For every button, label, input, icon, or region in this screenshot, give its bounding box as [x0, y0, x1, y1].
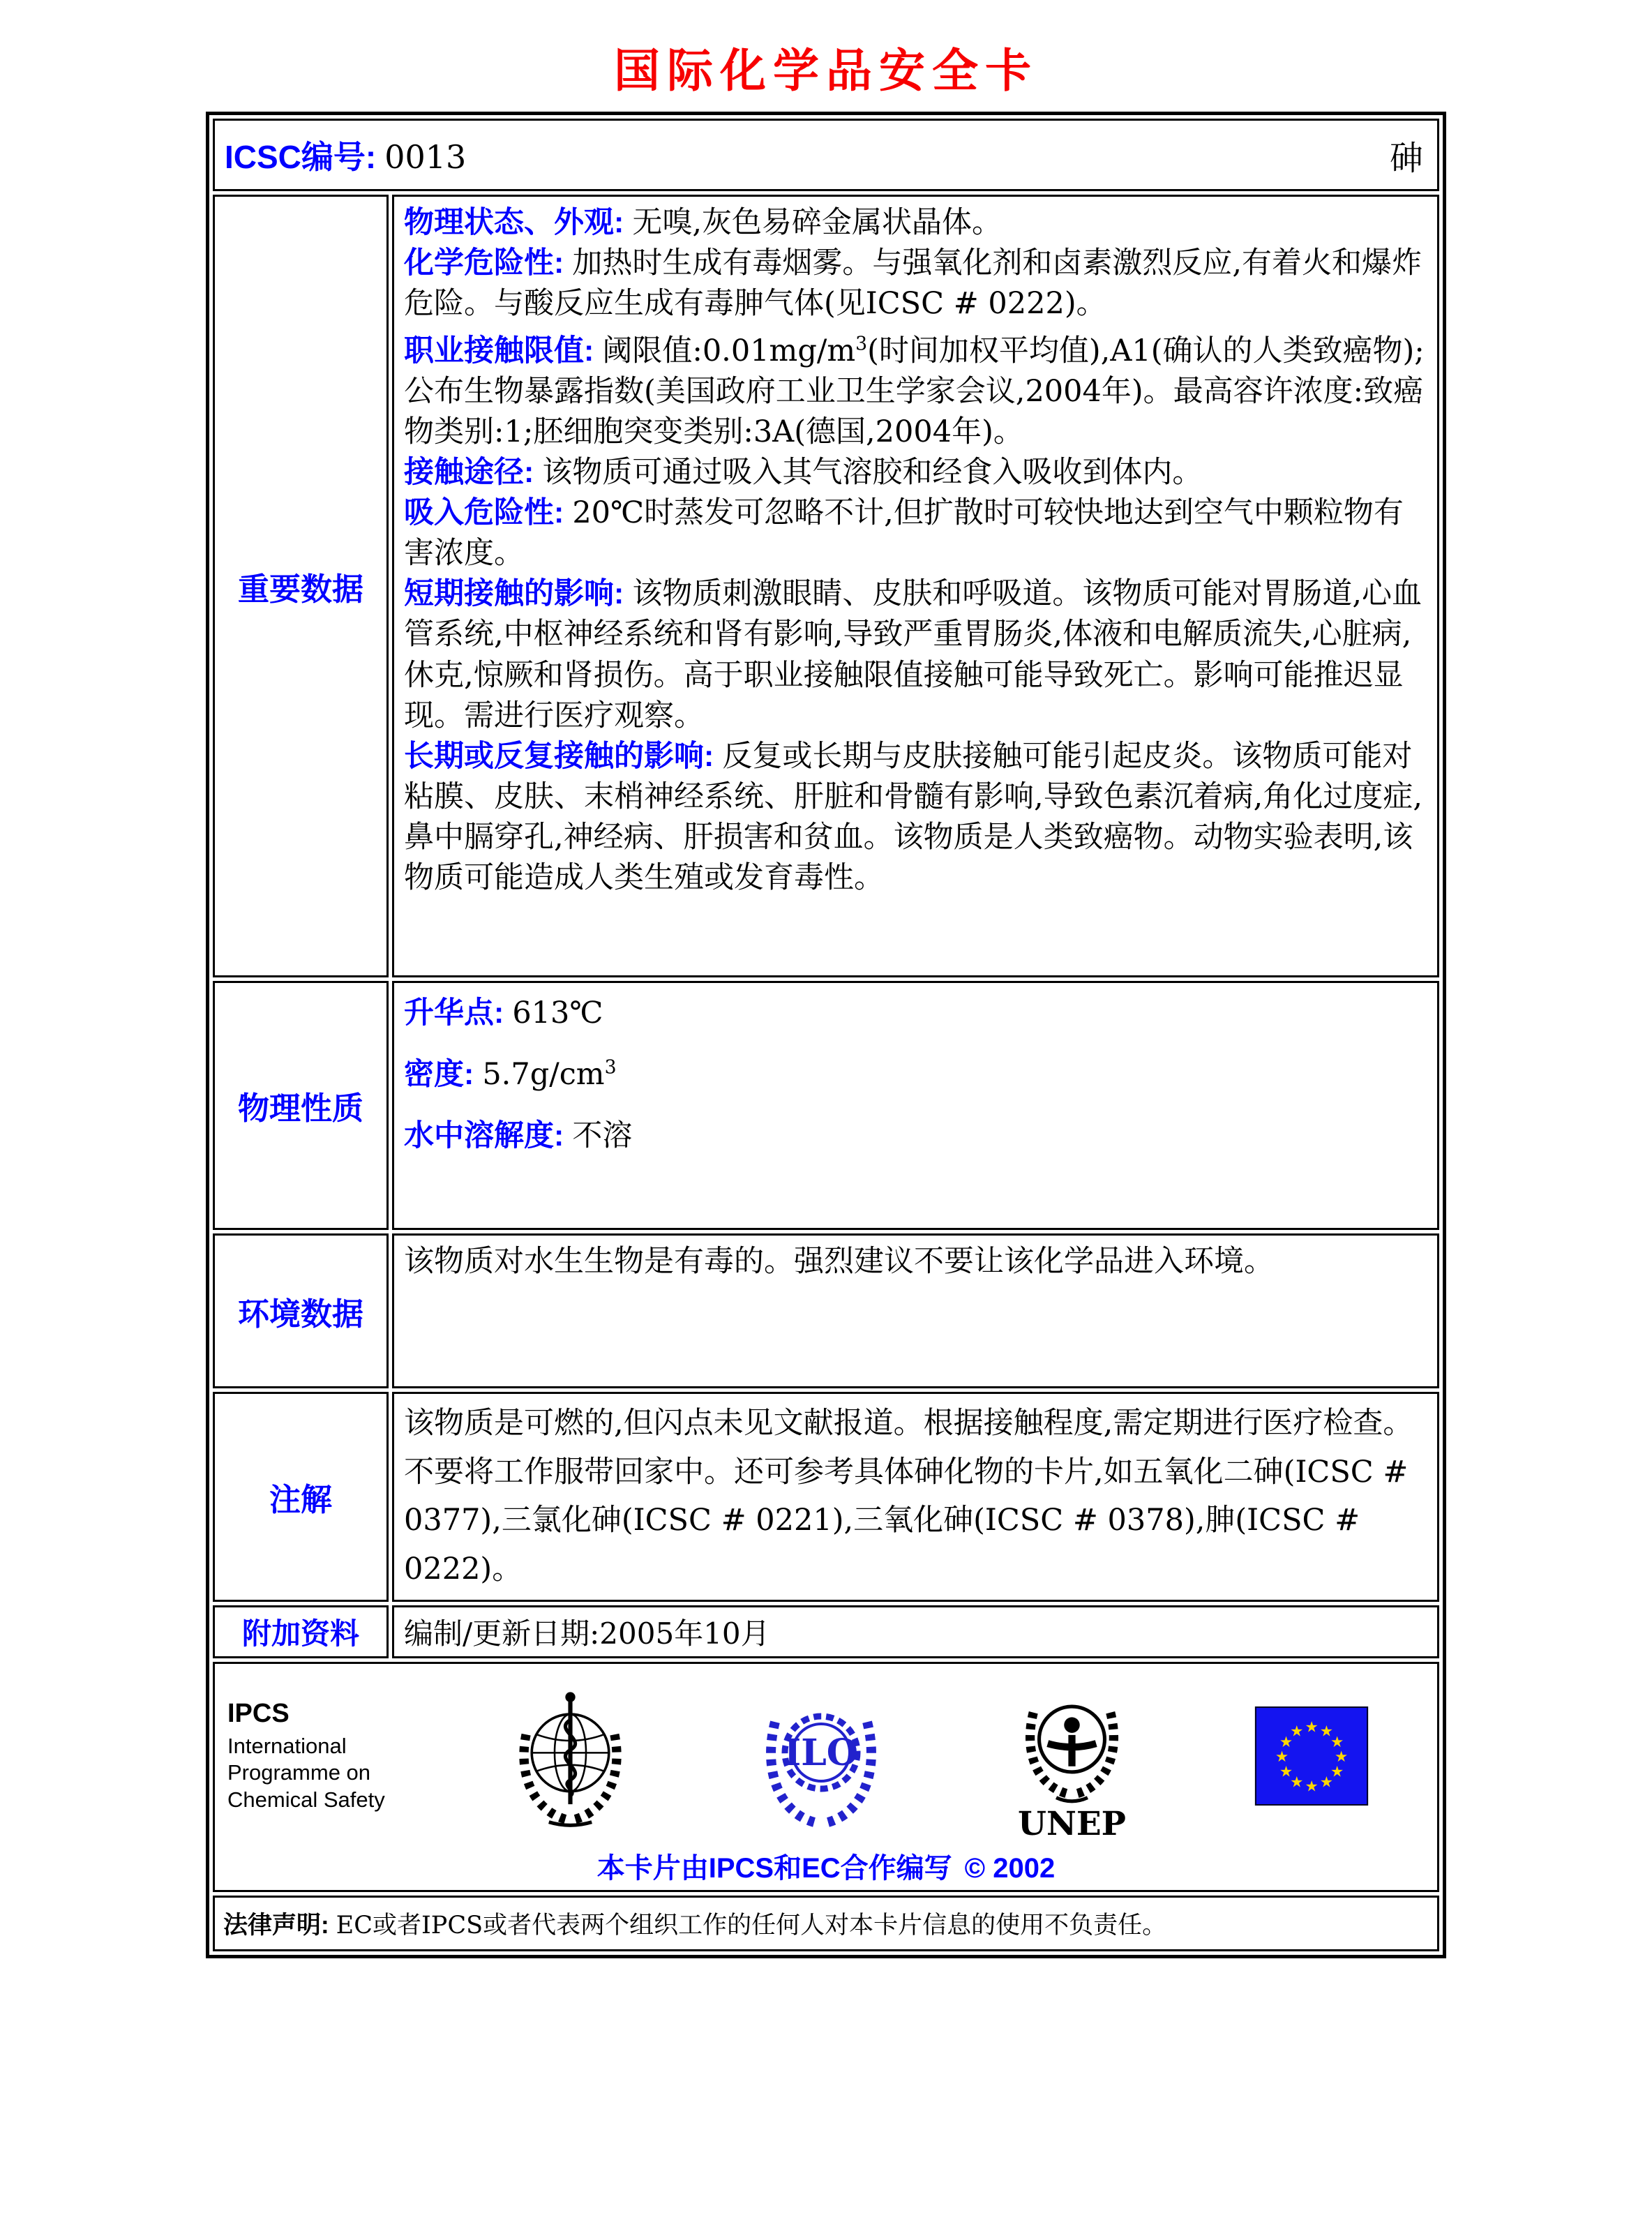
svg-text:★: ★ [1319, 1723, 1333, 1741]
occupational-limit-item [404, 331, 1427, 452]
ipcs-text-block [227, 1699, 444, 1814]
ipcs-subtitle-line3: Chemical Safety [227, 1787, 385, 1812]
short-term-effects-item [404, 573, 1427, 735]
svg-text:★: ★ [1304, 1778, 1319, 1796]
svg-text:★: ★ [1330, 1733, 1344, 1751]
superscript: 3 [604, 1056, 617, 1079]
water-solubility-item [404, 1116, 1427, 1156]
item-label: 短期接触的影响: [404, 577, 624, 611]
item-text: 该物质可通过吸入其气溶胶和经食入吸收到体内。 [542, 455, 1203, 490]
item-label: 职业接触限值: [404, 334, 594, 368]
density-item [404, 1054, 1427, 1095]
icsc-number-row [213, 119, 1439, 191]
svg-text:★: ★ [1304, 1718, 1319, 1736]
unep-letters: UNEP [1017, 1804, 1126, 1842]
physical-state-item [404, 202, 1427, 243]
svg-text:★: ★ [1334, 1748, 1348, 1766]
eu-flag-icon [1253, 1706, 1370, 1806]
additional-info-content: 编制/更新日期:2005年10月 [392, 1605, 1439, 1658]
ilo-letters: ILO [783, 1732, 858, 1775]
icsc-number-value: 0013 [384, 138, 467, 176]
item-label: 物理状态、外观: [404, 206, 624, 239]
physical-properties-content [392, 981, 1439, 1230]
additional-info-heading: 附加资料 [213, 1605, 389, 1658]
who-icon [499, 1681, 642, 1831]
legal-cell [213, 1896, 1439, 1951]
page-title: 国际化学品安全卡 [614, 43, 1038, 98]
logos-row [213, 1662, 1439, 1892]
additional-info-row [213, 1605, 1439, 1658]
item-text: 阈限值:0.01mg/m [602, 333, 856, 369]
svg-text:★: ★ [1279, 1733, 1293, 1751]
exposure-route-item [404, 452, 1427, 493]
icsc-number-label: ICSC编号: [225, 139, 377, 175]
item-label: 长期或反复接触的影响: [404, 739, 714, 773]
physical-properties-heading: 物理性质 [213, 981, 389, 1230]
item-label: 吸入危险性: [404, 496, 564, 530]
environment-text: 该物质对水生生物是有毒的。强烈建议不要让该化学品进入环境。 [404, 1244, 1274, 1279]
long-term-effects-item [404, 736, 1427, 898]
inhalation-risk-item [404, 493, 1427, 573]
important-data-heading: 重要数据 [213, 195, 389, 977]
legal-text: EC或者IPCS或者代表两个组织工作的任何人对本卡片信息的使用不负责任。 [336, 1911, 1167, 1939]
copyright-text: © 2002 [964, 1852, 1056, 1884]
ipcs-subtitle-line2: Programme on [227, 1760, 371, 1785]
item-text: 反复或长期与皮肤接触可能引起皮炎。该物质可能对粘膜、皮肤、末梢神经系统、肝脏和骨髓有影响,导致色素沉着病,角化过度症,鼻中膈穿孔,神经病、肝损害和贫血。该物质是人类致癌物。动物实验表明,该物质可能造成人类生殖或发育毒性。 [404, 738, 1423, 895]
legal-row [213, 1896, 1439, 1951]
ilo-icon [751, 1683, 891, 1829]
important-data-row [213, 195, 1439, 977]
logo-strip [444, 1671, 1425, 1842]
svg-text:★: ★ [1275, 1748, 1289, 1766]
environment-data-heading: 环境数据 [213, 1233, 389, 1388]
item-label: 密度: [404, 1058, 474, 1092]
notes-text: 该物质是可燃的,但闪点未见文献报道。根据接触程度,需定期进行医疗检查。不要将工作服带回家中。还可参考具体砷化物的卡片,如五氧化二砷(ICSC # 0377),三氯化砷(ICSC # 0221),三氧化砷(ICSC # 0378),胂(ICSC # 0222)。 [404, 1406, 1413, 1586]
ipcs-subtitle-line1: International [227, 1733, 347, 1758]
environment-data-row [213, 1233, 1439, 1388]
notes-heading: 注解 [213, 1392, 389, 1602]
chemical-name: 砷 [1389, 138, 1423, 178]
item-label: 升华点: [404, 996, 504, 1030]
item-text: 20℃时蒸发可忽略不计,但扩散时可较快地达到空气中颗粒物有害浓度。 [404, 495, 1404, 571]
item-text: 加热时生成有毒烟雾。与强氧化剂和卤素激烈反应,有着火和爆炸危险。与酸反应生成有毒胂气体(见ICSC # 0222)。 [404, 246, 1422, 322]
svg-text:★: ★ [1289, 1723, 1303, 1741]
item-text: 该物质刺激眼睛、皮肤和呼吸道。该物质可能对胃肠道,心血管系统,中枢神经系统和肾有影响,导致严重胃肠炎,体液和电解质流失,心脏病,休克,惊厥和肾损伤。高于职业接触限值接触可能导致死亡。影响可能推迟显现。需进行医疗观察。 [404, 576, 1422, 733]
item-label: 接触途径: [404, 456, 534, 490]
item-label: 水中溶解度: [404, 1119, 564, 1153]
item-text: 613℃ [512, 996, 603, 1030]
svg-text:★: ★ [1289, 1773, 1303, 1792]
item-label: 化学危险性: [404, 246, 564, 280]
superscript: 3 [855, 333, 868, 355]
physical-properties-row [213, 981, 1439, 1230]
item-text: 5.7g/cm [482, 1057, 605, 1093]
svg-text:★: ★ [1279, 1763, 1293, 1781]
chemical-hazard-item [404, 243, 1427, 324]
safety-card-table [206, 112, 1446, 1958]
svg-text:★: ★ [1330, 1763, 1344, 1781]
legal-label: 法律声明: [223, 1911, 329, 1939]
sublimation-point-item [404, 993, 1427, 1033]
item-text: 无嗅,灰色易碎金属状晶体。 [632, 205, 1002, 240]
notes-row [213, 1392, 1439, 1602]
credit-line [227, 1846, 1425, 1886]
svg-text:★: ★ [1319, 1773, 1333, 1792]
notes-content [392, 1392, 1439, 1602]
credit-text: 本卡片由IPCS和EC合作编写 [596, 1852, 952, 1884]
environment-data-content [392, 1233, 1439, 1388]
item-text: 不溶 [572, 1118, 633, 1154]
item-text: (时间加权平均值),A1(确认的人类致癌物);公布生物暴露指数(美国政府工业卫生学家会议,2004年)。最高容许浓度:致癌物类别:1;胚细胞突变类别:3A(德国,2004年)。 [404, 333, 1425, 450]
icsc-number-group [225, 132, 466, 178]
important-data-content [392, 195, 1439, 977]
ipcs-title: IPCS [227, 1698, 290, 1728]
logos-cell [213, 1662, 1439, 1892]
icsc-number-cell [213, 119, 1439, 191]
unep-icon [1000, 1671, 1143, 1842]
